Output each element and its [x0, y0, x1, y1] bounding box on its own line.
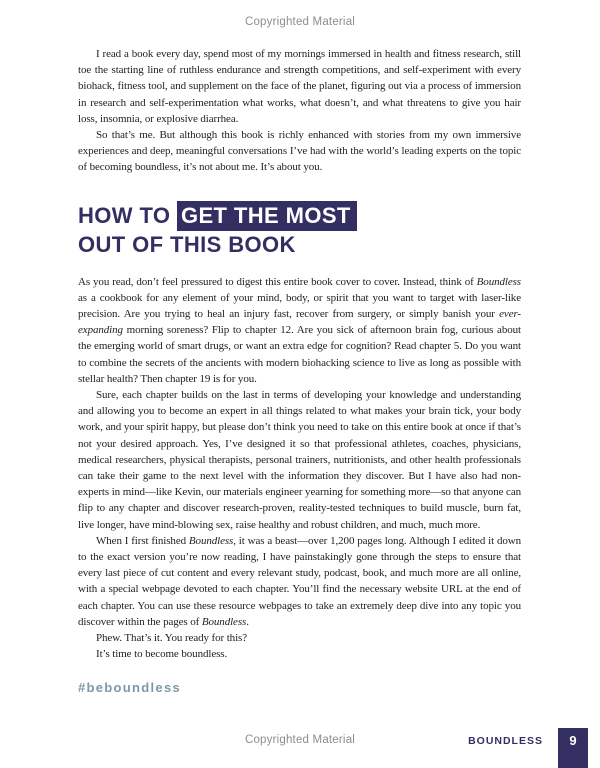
italic-text: Boundless — [201, 615, 247, 628]
italic-text: Boundless — [188, 534, 234, 547]
highlighted-text: GET THE MOST — [177, 201, 357, 231]
text-segment: As you read, don’t feel pressured to digest this entire book cover to cover. Instead, think of — [78, 275, 477, 288]
text-segment: Sure, each chapter builds on the last in terms of developing your knowledge and understanding and allowing you to become an expert in all things related to what makes your brain tick, your body work, and your spirit happy, but please don’t think you need to take on this entire book at once if that’s not your desired approach. Yes, I’ve designed it so that professional athletes, coaches, physicians, medical researchers, physical therapists, personal trainers, nutritionists, and other health professionals can take their game to the next level with the information they discover. But I have also had non-experts in mind—like Kevin, our materials engineer yearning for something more—so that anyone can flip to any chapter and discover research-proven, reality-tested techniques to build muscle, burn fat, live longer, have mind-blowing sex, raise healthy and robust children, and much, much more. — [78, 389, 522, 531]
chapter-heading-line-2: OUT OF THIS BOOK — [78, 231, 296, 257]
footer-brand: BOUNDLESS — [468, 735, 543, 747]
paragraph — [78, 387, 521, 533]
text-segment: I read a book every day, spend most of my mornings immersed in health and fitness research, still toe the starting line of ruthless endurance and strength competitions, and self-experiment with every biohack, fitness tool, and supplement on the face of the planet, figuring out via a process of immersion in research and self-experimentation what works, what doesn’t, and what threatens to give you hair loss, insomnia, or explosive diarrhea. — [78, 48, 521, 125]
text-segment: , it was a beast—over 1,200 pages long. Although I edited it down to the exact version you’re now reading, I have painstakingly gone through the steps to ensure that every last piece of cut content and every relevant study, podcast, book, and much more are all online, with a special webpage devoted to each chapter. You’ll find the necessary website URL at the end of each chapter. You can use these resource webpages to take an extremely deep dive into any topic you discover within the pages of — [78, 534, 521, 628]
italic-text: Boundless — [476, 275, 521, 288]
text-segment: HOW TO — [78, 202, 177, 228]
text-segment: It’s time to become boundless. — [96, 648, 228, 661]
text-segment: So that’s me. But although this book is richly enhanced with stories from my own immersive experiences and deep, meaningful conversations I’ve had with the world’s leading experts on the topic of becoming boundless, it’s not about me. It’s about you. — [78, 129, 521, 174]
text-segment: When I first finished — [96, 534, 189, 547]
chapter-heading-line-1 — [78, 201, 521, 230]
page-content — [78, 46, 521, 695]
paragraph — [78, 630, 521, 646]
italic-text: ever-expanding — [78, 308, 521, 337]
text-segment: as a cookbook for any element of your mind, body, or spirit that you want to target with laser-like precision. Are you trying to heal an injury fast, recover from surgery, or simply banish your — [78, 291, 521, 321]
text-segment: Phew. That’s it. You ready for this? — [96, 632, 248, 645]
paragraph — [78, 46, 521, 127]
paragraph — [78, 127, 521, 176]
paragraph — [78, 646, 521, 662]
body-paragraphs-bottom — [78, 274, 521, 663]
chapter-heading — [78, 201, 521, 259]
paragraph — [78, 533, 521, 630]
body-paragraphs-top — [78, 46, 521, 176]
text-segment: . — [246, 615, 249, 628]
text-segment: morning soreness? Flip to chapter 12. Are you sick of afternoon brain fog, curious about the emerging world of smart drugs, or want an extra edge for cognition? Read chapter 5. Do you want to combine the secrets of the ancients with modern biohacking science to live as long as possible with stellar health? Then chapter 19 is for you. — [78, 324, 521, 385]
page-number: 9 — [569, 733, 577, 748]
page-number-box — [558, 728, 588, 768]
bottom-copyright-notice: Copyrighted Material — [244, 734, 356, 746]
hashtag-text: #beboundless — [78, 679, 182, 695]
paragraph — [78, 274, 521, 387]
top-copyright-notice: Copyrighted Material — [244, 16, 356, 28]
